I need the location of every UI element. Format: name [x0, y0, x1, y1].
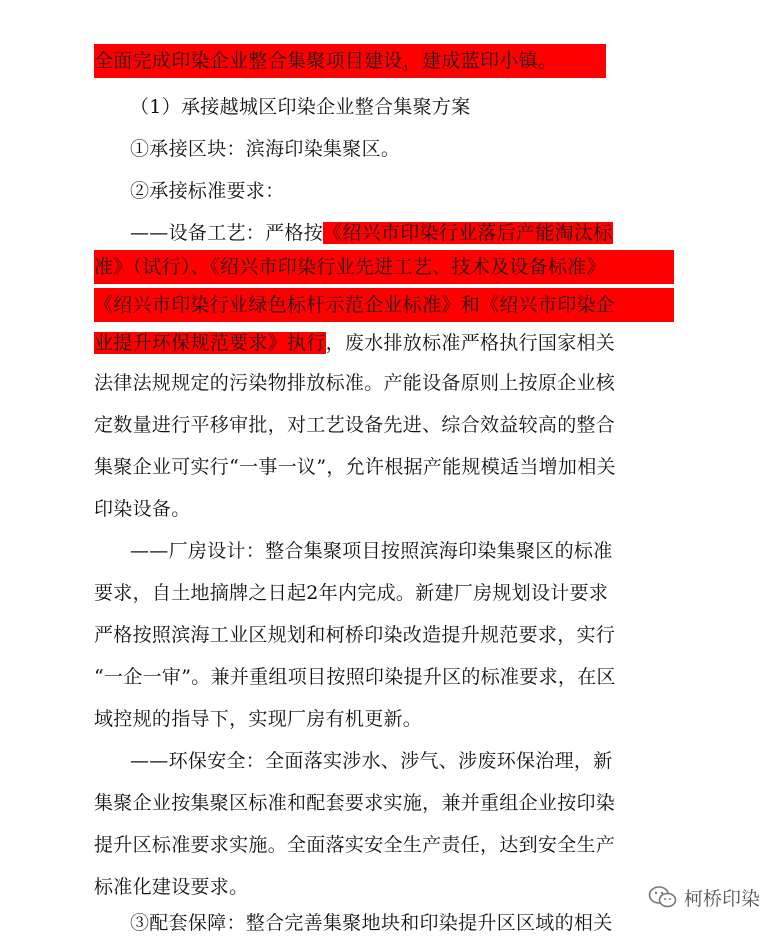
text-line: 严格按照滨海工业区规划和柯桥印染改造提升规范要求，实行 [94, 624, 616, 646]
watermark [644, 882, 764, 912]
text-line: ——环保安全：全面落实涉水、涉气、涉废环保治理，新 [130, 750, 613, 772]
highlighted-text: 全面完成印染企业整合集聚项目建设，建成蓝印小镇。 [94, 44, 606, 78]
text-line [94, 44, 606, 78]
text-line: ②承接标准要求： [130, 180, 285, 202]
text-line: 提升区标准要求实施。全面落实安全生产责任，达到安全生产 [94, 834, 616, 856]
text-line: “一企一审”。兼并重组项目按照印染提升区的标准要求，在区 [94, 666, 616, 688]
highlighted-text: 业提升环保规范要求》执行 [94, 332, 326, 354]
text-line: 集聚企业按集聚区标准和配套要求实施，兼并重组企业按印染 [94, 792, 616, 814]
text-segment: ，废水排放标准严格执行国家相关 [325, 332, 616, 354]
text-line: 集聚企业可实行“一事一议”，允许根据产能规模适当增加相关 [94, 456, 616, 478]
text-line: ③配套保障：整合完善集聚地块和印染提升区区域的相关 [130, 912, 613, 934]
text-line [130, 216, 613, 250]
text-line: 定数量进行平移审批，对工艺设备先进、综合效益较高的整合 [94, 414, 616, 436]
text-line: 印染设备。 [94, 498, 191, 520]
text-line [94, 326, 615, 360]
highlighted-text: 《绍兴市印染行业落后产能淘汰标 [323, 222, 613, 244]
text-line: 法律法规规定的污染物排放标准。产能设备原则上按原企业核 [94, 372, 616, 394]
text-line: 域控规的指导下，实现厂房有机更新。 [94, 708, 423, 730]
wechat-icon [648, 884, 678, 910]
highlighted-text: 准》（试行）、《绍兴市印染行业先进工艺、技术及设备标准》 [94, 250, 674, 284]
watermark-label: 柯桥印染 [683, 887, 760, 910]
text-line: 要求，自土地摘牌之日起2年内完成。新建厂房规划设计要求 [94, 582, 609, 604]
text-line: ——厂房设计：整合集聚项目按照滨海印染集聚区的标准 [130, 540, 613, 562]
text-segment: ——设备工艺：严格按 [130, 222, 324, 244]
highlighted-text: 《绍兴市印染行业绿色标杆示范企业标准》和《绍兴市印染企 [94, 288, 674, 322]
section-heading: （1）承接越城区印染企业整合集聚方案 [130, 96, 471, 118]
text-line: ①承接区块：滨海印染集聚区。 [130, 138, 401, 160]
text-line: 标准化建设要求。 [94, 876, 249, 898]
